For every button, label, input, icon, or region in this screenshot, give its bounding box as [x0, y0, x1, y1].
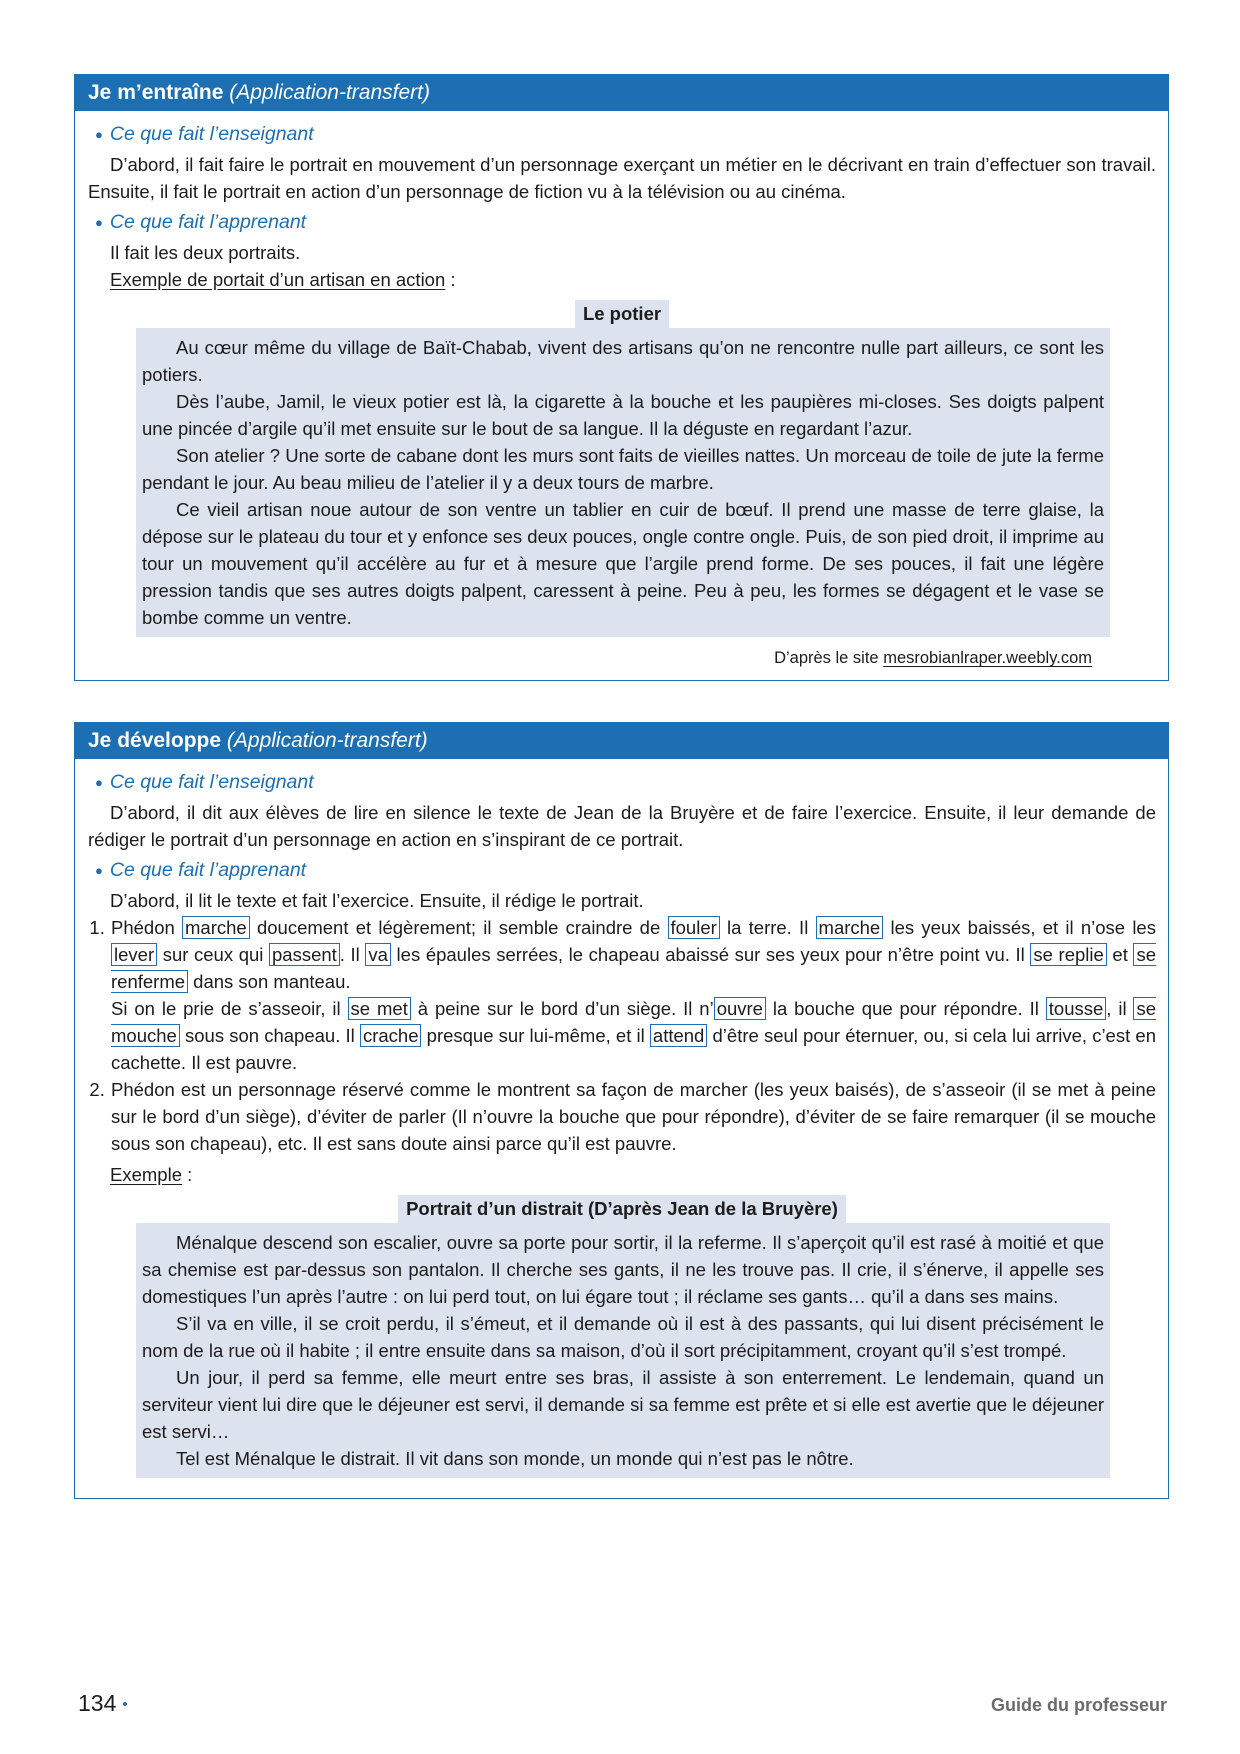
example-label	[88, 1161, 1156, 1188]
verb-box: passent	[269, 943, 340, 966]
section-subtitle: (Application-transfert)	[229, 81, 430, 104]
text: d’être seul pour éternuer, ou, si cela lui arrive, c’est en cachette. Il est pauvre.	[111, 1025, 1156, 1073]
text: à peine sur le bord d’un siège. Il n’	[410, 998, 714, 1019]
bullet-icon: ●	[95, 863, 103, 878]
verb-box: attend	[650, 1024, 707, 1047]
example-label-text: Exemple de portait d’un artisan en action	[110, 269, 446, 290]
excerpt-title: Portrait d’un distrait (D’après Jean de la Bruyère)	[398, 1195, 846, 1223]
excerpt-box	[136, 328, 1110, 637]
section-title: Je m’entraîne	[88, 81, 224, 104]
exercise-answer-2: 2. Phédon est un personnage réservé comme le montrent sa façon de marcher (les yeux baisés), de s’asseoir (il se met à peine sur le bord d’un siège), d’éviter de parler (Il n’ouvre la bouche que pour répondre), d’éviter de se faire remarquer (il se mouche sous son chapeau), etc. Il est sans doute ainsi parce qu’il est pauvre.	[110, 1076, 1156, 1157]
verb-box: marche	[182, 916, 250, 939]
text: presque sur lui-même, et il	[421, 1025, 650, 1046]
text: . Il	[339, 944, 366, 965]
excerpt-paragraph: Au cœur même du village de Baït-Chabab, vivent des artisans qu’on ne rencontre nulle part ailleurs, ce sont les potiers.	[142, 337, 1104, 385]
text: et	[1106, 944, 1134, 965]
example-colon: :	[445, 269, 456, 290]
excerpt-paragraph: Ménalque descend son escalier, ouvre sa porte pour sortir, il la referme. Il s’aperçoit qu’il est rasé à moitié et que sa chemise est par-dessus son pantalon. Il cherche ses gants, il ne les trouve pas. Il crie, il s’énerve, il appelle ses domestiques l’un après l’autre : on lui perd tout, on lui égare tout ; il réclame ses gants… qu’il a dans ses mains.	[142, 1232, 1104, 1307]
text: sur ceux qui	[157, 944, 269, 965]
learner-text: Il fait les deux portraits.	[110, 242, 301, 263]
bullet-icon: ●	[95, 215, 103, 230]
text: sous son chapeau. Il	[179, 1025, 360, 1046]
example-label-text: Exemple	[110, 1164, 182, 1185]
bullet-label: Ce que fait l’apprenant	[109, 859, 307, 881]
text: dans son manteau.	[188, 971, 351, 992]
bullet-enseignant	[95, 769, 1156, 796]
text: Phédon	[111, 917, 183, 938]
verb-box: se mouche	[111, 998, 1157, 1046]
section-title: Je développe	[88, 729, 222, 752]
text: doucement et légèrement; il semble craindre de	[249, 917, 668, 938]
text: la terre. Il	[719, 917, 816, 938]
bullet-enseignant	[95, 121, 1156, 148]
section-header	[75, 723, 1168, 759]
verb-box: marche	[816, 916, 884, 939]
excerpt-title: Le potier	[575, 300, 669, 328]
verb-box: se met	[348, 997, 411, 1020]
page-number	[78, 1690, 128, 1717]
exercise-list	[88, 914, 1156, 1157]
verb-box: crache	[360, 1024, 422, 1047]
footer-title: Guide du professeur	[990, 1695, 1167, 1715]
bullet-label: Ce que fait l’enseignant	[109, 123, 314, 145]
bullet-label: Ce que fait l’enseignant	[109, 771, 314, 793]
exercise-answer-1	[110, 914, 1156, 1076]
example-colon: :	[181, 1164, 193, 1185]
text: les yeux baissés, et il n’ose les	[883, 917, 1156, 938]
verb-box: va	[365, 943, 391, 966]
excerpt-paragraph: Ce vieil artisan noue autour de son ventre un tablier en cuir de bœuf. Il prend une masse de terre glaise, la dépose sur le plateau du tour et y enfonce ses deux pouces, ongle contre ongle. Puis, de son pied droit, il imprime au tour un mouvement qu’il accélère au fur et à mesure que l’argile prend forme. De ses pouces, il fait une légère pression tandis que ses autres doigts palpent, caressent à peine. Peu à peu, les formes se dégagent et le vase se bombe comme un ventre.	[142, 499, 1104, 628]
verb-box: ouvre	[714, 997, 766, 1020]
bullet-icon: ●	[95, 775, 103, 790]
bullet-icon: ●	[95, 127, 103, 142]
verb-box: lever	[111, 943, 157, 966]
text: la bouche que pour répondre. Il	[765, 998, 1046, 1019]
source-prefix: D’après le site	[774, 649, 884, 667]
teacher-text: D’abord, il dit aux élèves de lire en silence le texte de Jean de la Bruyère et de faire l’exercice. Ensuite, il leur demande de rédiger le portrait d’un personnage en action en s’inspirant de ce portrait.	[88, 802, 1156, 850]
verb-box: se replie	[1030, 943, 1106, 966]
page-number-text: 134	[78, 1690, 117, 1716]
section-header	[75, 75, 1168, 111]
excerpt-box	[136, 1223, 1110, 1478]
page-number-bullet: •	[122, 1696, 128, 1714]
bullet-label: Ce que fait l’apprenant	[109, 211, 307, 233]
exercise-answer-1-continued	[111, 995, 1156, 1076]
excerpt-paragraph: Son atelier ? Une sorte de cabane dont les murs sont faits de vieilles nattes. Un morceau de toile de jute la ferme pendant le jour. Au beau milieu de l’atelier il y a deux tours de marbre.	[142, 445, 1104, 493]
teacher-text: D’abord, il fait faire le portrait en mouvement d’un personnage exerçant un métier en le décrivant en train d’effectuer son travail. Ensuite, il fait le portrait en action d’un personnage de fiction vu à la télévision ou au cinéma.	[88, 154, 1156, 202]
section-je-mentraine	[74, 74, 1169, 681]
section-subtitle: (Application-transfert)	[226, 729, 428, 752]
learner-text: D’abord, il lit le texte et fait l’exercice. Ensuite, il rédige le portrait.	[110, 890, 644, 911]
example-label	[88, 266, 1156, 293]
source-link[interactable]: mesrobianlraper.weebly.com	[883, 649, 1092, 667]
bullet-apprenant	[95, 209, 1156, 236]
text: les épaules serrées, le chapeau abaissé sur ses yeux pour n’être point vu. Il	[390, 944, 1031, 965]
section-je-developpe	[74, 722, 1169, 1499]
excerpt-paragraph: Tel est Ménalque le distrait. Il vit dans son monde, un monde qui n’est pas le nôtre.	[176, 1448, 854, 1469]
verb-box: se renferme	[111, 944, 1156, 992]
excerpt-paragraph: Dès l’aube, Jamil, le vieux potier est là, la cigarette à la bouche et les paupières mi-closes. Ses doigts palpent une pincée d’argile qu’il met ensuite sur le bout de sa langue. Il la déguste en regardant l’azur.	[142, 391, 1104, 439]
text: , il	[1106, 998, 1134, 1019]
text: Si on le prie de s’asseoir, il	[111, 998, 348, 1019]
source-credit	[88, 645, 1092, 672]
verb-box: tousse	[1046, 997, 1107, 1020]
verb-box: fouler	[668, 916, 720, 939]
excerpt-paragraph: Un jour, il perd sa femme, elle meurt entre ses bras, il assiste à son enterrement. Le lendemain, quand un serviteur vient lui dire que le déjeuner est servi, il demande si sa femme est prête et si elle est avertie que le déjeuner est servi…	[142, 1367, 1104, 1442]
bullet-apprenant	[95, 857, 1156, 884]
excerpt-paragraph: S’il va en ville, il se croit perdu, il s’émeut, et il demande où il est à des passants, qui lui disent précisément le nom de la rue où il habite ; il entre ensuite dans sa maison, d’où il sort précipitamment, croyant qu’il s’est trompé.	[142, 1313, 1104, 1361]
